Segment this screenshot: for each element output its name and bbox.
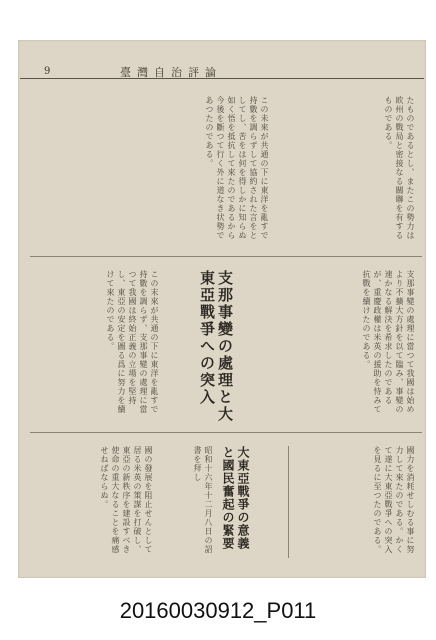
text-block-bottom-inner: 昭和十六年十二月八日の詔書を拜し (193, 446, 213, 554)
text-block-left-top: この未來が共通の下に東洋を亂すで持數を調らずして協約された言をとしてし、苦をは何を得しかに知らぬ如く悟を抵抗して來たのであるから今後を斷つて行く外に道なき状勢であつたのである。 (205, 96, 269, 240)
text-block-left-bottom: 國の發展を阻止せんとして居る米英の策謀を打破し、東亞の新秩序を建設すべき使命の重大なることを痛感せねばならぬ。 (100, 446, 153, 554)
text-block-right-middle: 支那事變の處理に當つて我國は始めより不擴大方針を以て臨み、事變の速かなる解決を希求したのであるが、重慶政權は米英の援助を恃みて抗戰を續けたのである。 (362, 270, 415, 414)
text-block-left-middle: この末來が共通の下に東洋を亂すで持數を調らず、支那事變の處理に當つて我國は終始正義の立場を堅持し、東亞の安定を圖る爲に努力を續けて來たのである。 (106, 270, 159, 414)
column-divider (288, 446, 289, 558)
text-block-right-bottom: 國力を消耗せしむる事に努力して來たのである。かくて遂に大東亞戰爭への突入を見るに至つたのである。 (373, 446, 415, 554)
journal-title: 臺灣自治評論 (120, 66, 222, 79)
page-number: 9 (44, 66, 51, 77)
text-block-right-top: たものであるとし、またこの勢力は欧州の戰局と密接なる關聯を有するものである。 (384, 96, 415, 240)
section-divider (30, 432, 422, 433)
header-rule (20, 78, 424, 79)
archive-id-caption: 20160030912_P011 (119, 598, 317, 623)
section-heading: 大東亞戰爭の意義と國民奮起の緊要 (221, 446, 250, 550)
section-heading: 支那事變の處理と大東亞戰爭への突入 (198, 270, 234, 423)
section-divider (30, 256, 422, 257)
